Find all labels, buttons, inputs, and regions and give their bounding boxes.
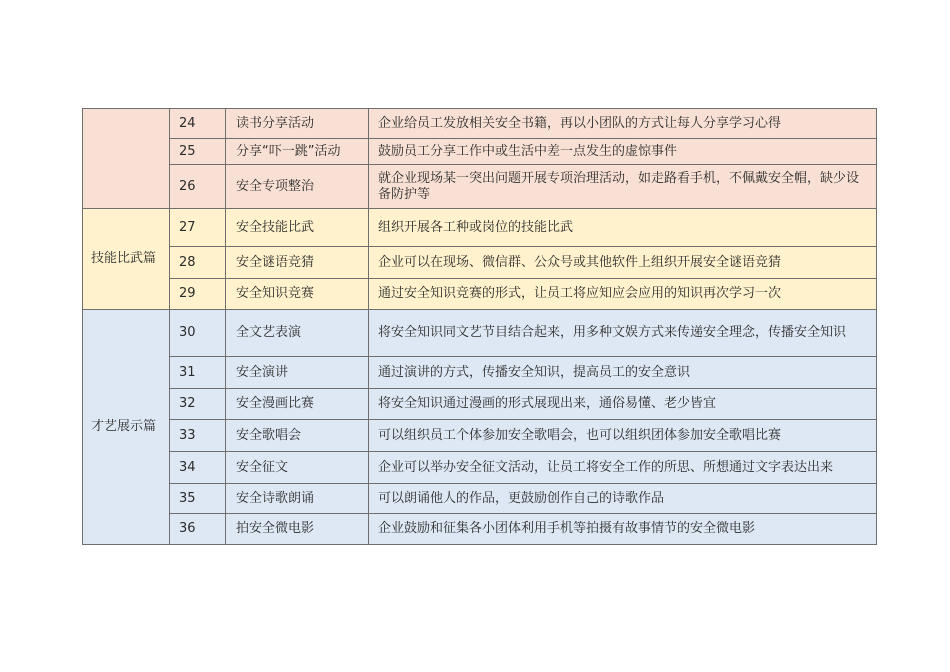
row-number-cell: 30 — [170, 310, 226, 357]
row-number-cell: 35 — [170, 484, 226, 514]
activity-name-cell: 读书分享活动 — [226, 109, 369, 139]
table-row — [83, 139, 877, 165]
activity-table — [82, 108, 877, 545]
activity-name-cell: 安全诗歌朗诵 — [226, 484, 369, 514]
row-number-cell: 34 — [170, 452, 226, 484]
activity-description-cell: 鼓励员工分享工作中或生活中差一点发生的虚惊事件 — [369, 139, 877, 165]
activity-name-cell: 安全谜语竞猜 — [226, 247, 369, 279]
row-number-cell: 32 — [170, 389, 226, 420]
activity-description-cell: 将安全知识通过漫画的形式展现出来，通俗易懂、老少皆宜 — [369, 389, 877, 420]
table-row — [83, 209, 877, 247]
activity-description-cell: 通过安全知识竞赛的形式，让员工将应知应会应用的知识再次学习一次 — [369, 279, 877, 310]
activity-description-cell: 企业鼓励和征集各小团体利用手机等拍摄有故事情节的安全微电影 — [369, 514, 877, 545]
row-number-cell: 27 — [170, 209, 226, 247]
row-number-cell: 33 — [170, 420, 226, 452]
table-row — [83, 389, 877, 420]
activity-name-cell: 安全征文 — [226, 452, 369, 484]
activity-name-cell: 分享“吓一跳”活动 — [226, 139, 369, 165]
activity-description-cell: 可以组织员工个体参加安全歌唱会，也可以组织团体参加安全歌唱比赛 — [369, 420, 877, 452]
row-number-cell: 31 — [170, 357, 226, 389]
activity-name-cell: 全文艺表演 — [226, 310, 369, 357]
row-number-cell: 26 — [170, 165, 226, 209]
activity-name-cell: 拍安全微电影 — [226, 514, 369, 545]
table-row — [83, 279, 877, 310]
activity-description-cell: 企业可以举办安全征文活动，让员工将安全工作的所思、所想通过文字表达出来 — [369, 452, 877, 484]
row-number-cell: 24 — [170, 109, 226, 139]
activity-name-cell: 安全歌唱会 — [226, 420, 369, 452]
row-number-cell: 29 — [170, 279, 226, 310]
activity-name-cell: 安全专项整治 — [226, 165, 369, 209]
activity-description-cell: 企业给员工发放相关安全书籍，再以小团队的方式让每人分享学习心得 — [369, 109, 877, 139]
activity-description-cell: 将安全知识同文艺节目结合起来，用多种文娱方式来传递安全理念，传播安全知识 — [369, 310, 877, 357]
activity-description-cell: 企业可以在现场、微信群、公众号或其他软件上组织开展安全谜语竞猜 — [369, 247, 877, 279]
table-row — [83, 484, 877, 514]
row-number-cell: 36 — [170, 514, 226, 545]
category-cell: 技能比武篇 — [83, 209, 170, 310]
table-row — [83, 452, 877, 484]
row-number-cell: 25 — [170, 139, 226, 165]
activity-name-cell: 安全知识竞赛 — [226, 279, 369, 310]
table-row — [83, 357, 877, 389]
row-number-cell: 28 — [170, 247, 226, 279]
activity-name-cell: 安全漫画比赛 — [226, 389, 369, 420]
table-row — [83, 247, 877, 279]
activity-name-cell: 安全技能比武 — [226, 209, 369, 247]
activity-table-body — [83, 109, 877, 545]
activity-name-cell: 安全演讲 — [226, 357, 369, 389]
activity-description-cell: 可以朗诵他人的作品，更鼓励创作自己的诗歌作品 — [369, 484, 877, 514]
category-cell — [83, 109, 170, 209]
activity-description-cell: 就企业现场某一突出问题开展专项治理活动，如走路看手机，不佩戴安全帽，缺少设备防护等 — [369, 165, 877, 209]
activity-description-cell: 通过演讲的方式，传播安全知识，提高员工的安全意识 — [369, 357, 877, 389]
table-row — [83, 420, 877, 452]
table-row — [83, 165, 877, 209]
activity-description-cell: 组织开展各工种或岗位的技能比武 — [369, 209, 877, 247]
table-row — [83, 514, 877, 545]
table-row — [83, 109, 877, 139]
table-row — [83, 310, 877, 357]
category-cell: 才艺展示篇 — [83, 310, 170, 545]
